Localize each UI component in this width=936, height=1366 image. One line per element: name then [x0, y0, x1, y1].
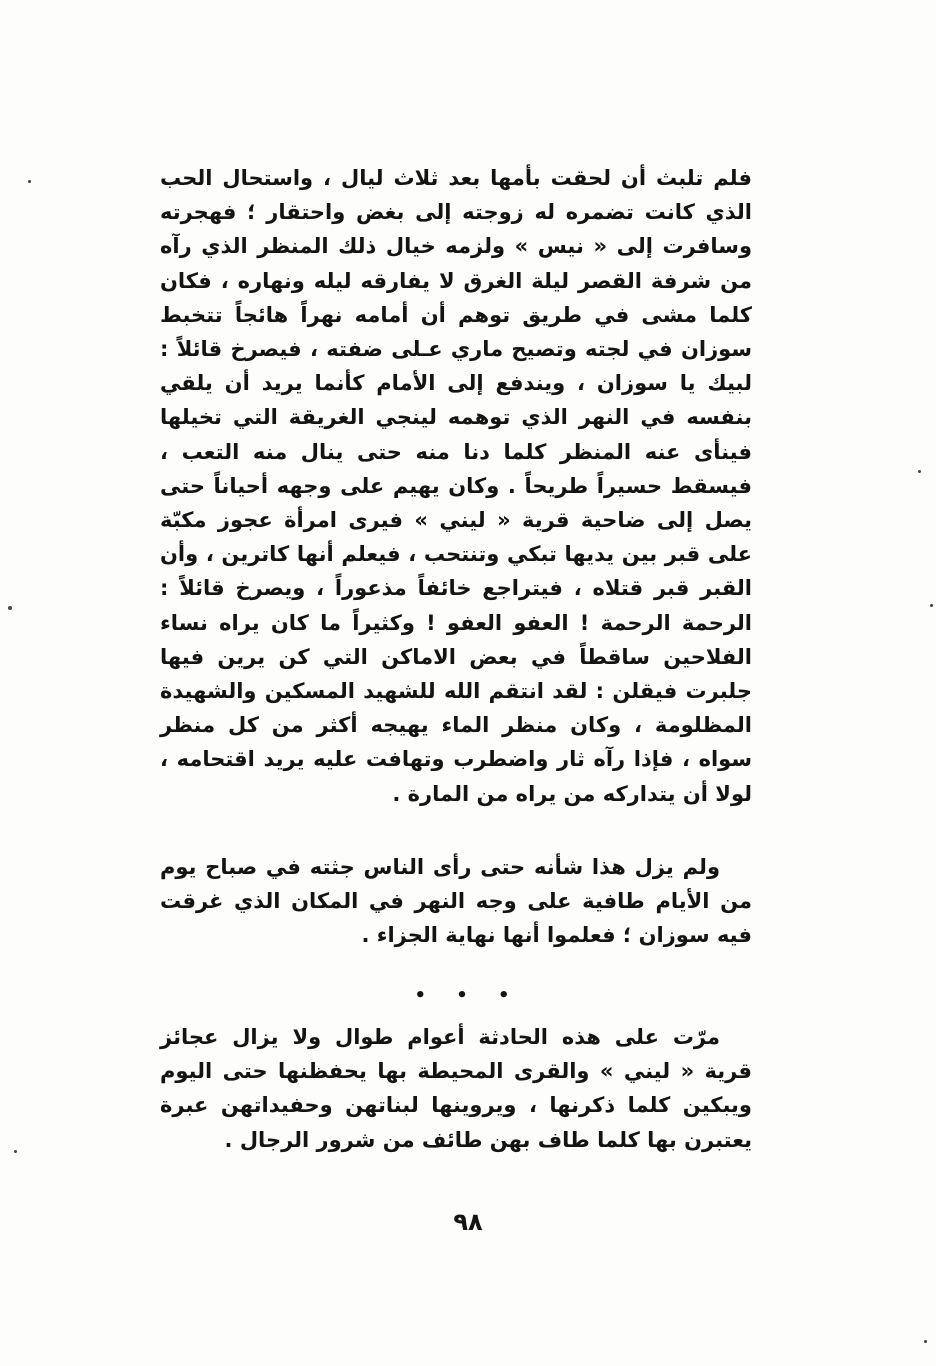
- paragraph-3: [160, 1020, 752, 1157]
- scan-speck: [924, 1340, 927, 1343]
- section-separator: • • •: [414, 985, 522, 1006]
- paragraph-3-text: مرّت على هذه الحادثة أعوام طوال ولا يزال عجائز قرية « ليني » والقرى المحيطة بها يحفظنها حتى اليوم ويبكين كلما ذكرنها ، ويروينها لبناتهن وحفيداتهن عبرة يعتبرن بها كلما طاف بهن طائف من شرور الرجال .: [160, 1025, 752, 1152]
- paragraph-1: [160, 161, 752, 811]
- scan-speck: [28, 180, 31, 183]
- page-number: ٩٨: [453, 1208, 483, 1236]
- paragraph-2-text: ولم يزل هذا شأنه حتى رأى الناس جثته في صباح يوم من الأيام طافية على وجه النهر في المكان الذي غرقت فيه سوزان ؛ فعلموا أنها نهاية الجزاء .: [160, 855, 752, 948]
- paragraph-2: [160, 850, 752, 953]
- paragraph-1-text: فلم تلبث أن لحقت بأمها بعد ثلاث ليال ، واستحال الحب الذي كانت تضمره له زوجته إلى بغض واحتقار ؛ فهجرته وسافرت إلى « نيس » ولزمه خيال ذلك المنظر الذي رآه من شرفة القصر ليلة الغرق لا يفارقه ليله ونهاره ، فكان كلما مشى في طريق توهم أن أمامه نهراً هائجاً تتخبط سوزان في لجته وتصيح ماري عـلى ضفته ، فيصرخ قائلاً : لبيك يا سوزان ، ويندفع إلى الأمام كأنما يريد أن يلقي بنفسه في النهر الذي توهمه لينجي الغريقة التي تخيلها فينأى عنه المنظر كلما دنا منه حتى ينال منه التعب ، فيسقط حسيراً طريحاً . وكان يهيم على وجهه أحياناً حتى يصل إلى ضاحية قرية « ليني » فيرى امرأة عجوز مكبّة على قبر بين يديها تبكي وتنتحب ، فيعلم أنها كاترين ، وأن القبر قبر قتلاه ، فيتراجع خائفاً مذعوراً ، ويصرخ قائلاً : الرحمة الرحمة ! العفو العفو ! وكثيراً ما كان يراه نساء الفلاحين ساقطاً في بعض الاماكن التي كن يرين فيها جلبرت فيقلن : لقد انتقم الله للشهيد المسكين والشهيدة المظلومة ، وكان منظر الماء يهيجه أكثر من كل منظر سواه ، فإذا رآه ثار واضطرب وتهافت عليه يريد اقتحامه ، لولا أن يتداركه من يراه من المارة .: [160, 166, 752, 806]
- scan-speck: [14, 1150, 17, 1153]
- scan-speck: [8, 606, 12, 610]
- scan-speck: [930, 604, 933, 607]
- scan-speck: [918, 470, 921, 473]
